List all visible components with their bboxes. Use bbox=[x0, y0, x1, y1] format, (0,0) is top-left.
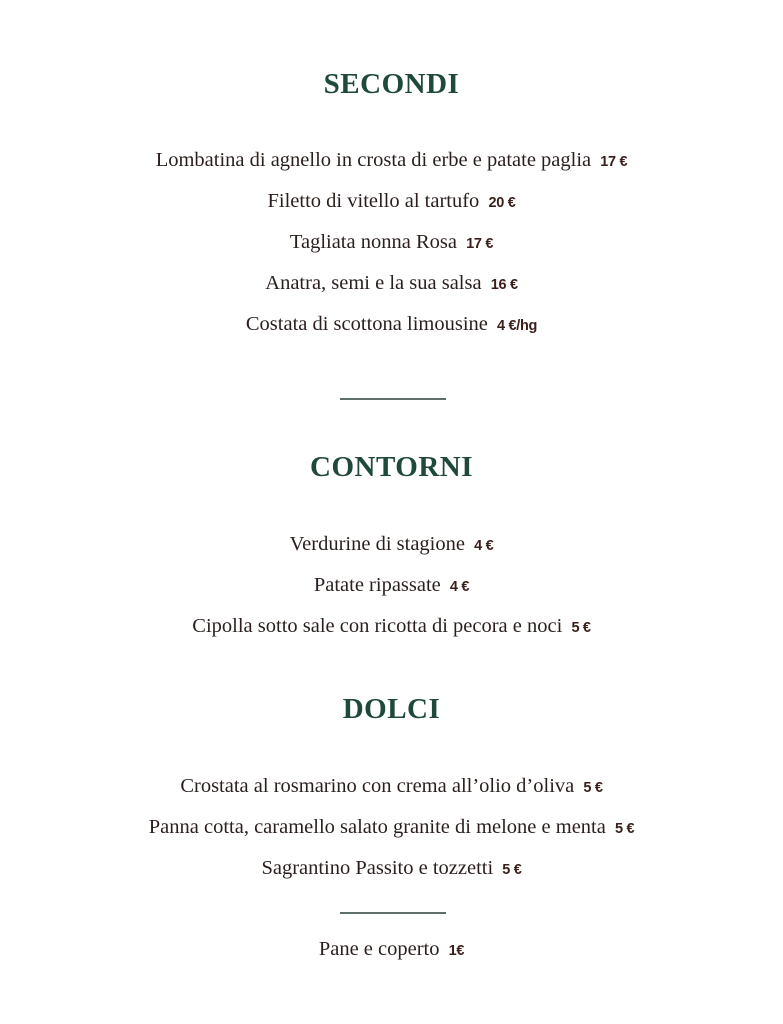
menu-item bbox=[0, 229, 783, 257]
menu-item bbox=[0, 531, 783, 559]
menu-item-name: Tagliata nonna Rosa bbox=[289, 231, 457, 253]
menu-item-price: 17 € bbox=[466, 236, 494, 252]
menu-item bbox=[0, 613, 783, 641]
menu-item-price: 17 € bbox=[600, 154, 628, 170]
menu-item bbox=[0, 270, 783, 298]
menu-item bbox=[0, 855, 783, 883]
menu-item bbox=[0, 188, 783, 216]
menu-item-name: Panna cotta, caramello salato granite di melone e menta bbox=[148, 816, 606, 838]
menu-item-price: 16 € bbox=[490, 277, 518, 293]
menu-item-price: 5 € bbox=[571, 620, 591, 636]
menu-item-name: Crostata al rosmarino con crema all’olio d’oliva bbox=[180, 775, 575, 797]
menu-item-name: Patate ripassate bbox=[313, 574, 441, 596]
menu-item bbox=[0, 147, 783, 175]
menu-item-price: 5 € bbox=[502, 862, 522, 878]
menu-item-price: 4 € bbox=[449, 579, 470, 595]
menu-item bbox=[0, 773, 783, 801]
menu-item-price: 5 € bbox=[614, 821, 635, 837]
menu-item-price: 4 € bbox=[474, 538, 494, 554]
menu-item-price: 20 € bbox=[488, 195, 516, 211]
menu-item-name: Sagrantino Passito e tozzetti bbox=[261, 857, 494, 879]
cover-charge-label: Pane e coperto bbox=[318, 938, 440, 960]
cover-charge bbox=[0, 936, 783, 964]
menu-item-name: Anatra, semi e la sua salsa bbox=[265, 272, 482, 294]
section-divider bbox=[340, 398, 446, 400]
section-title-dolci: DOLCI bbox=[342, 693, 441, 725]
menu-item-name: Costata di scottona limousine bbox=[245, 313, 488, 335]
menu-item bbox=[0, 814, 783, 842]
menu-item-name: Lombatina di agnello in crosta di erbe e patate paglia bbox=[155, 149, 592, 171]
menu-item-name: Cipolla sotto sale con ricotta di pecora e noci bbox=[192, 615, 563, 637]
menu-item-name: Verdurine di stagione bbox=[289, 533, 465, 555]
section-title-secondi: SECONDI bbox=[323, 68, 460, 100]
menu-item bbox=[0, 311, 783, 339]
menu-item-price: 5 € bbox=[583, 780, 603, 796]
menu-item-price: 4 €/hg bbox=[497, 318, 538, 334]
section-title-contorni: CONTORNI bbox=[310, 451, 473, 483]
cover-charge-price: 1€ bbox=[448, 943, 465, 959]
footer-divider bbox=[340, 912, 446, 914]
menu-item bbox=[0, 572, 783, 600]
menu-item-name: Filetto di vitello al tartufo bbox=[267, 190, 480, 212]
